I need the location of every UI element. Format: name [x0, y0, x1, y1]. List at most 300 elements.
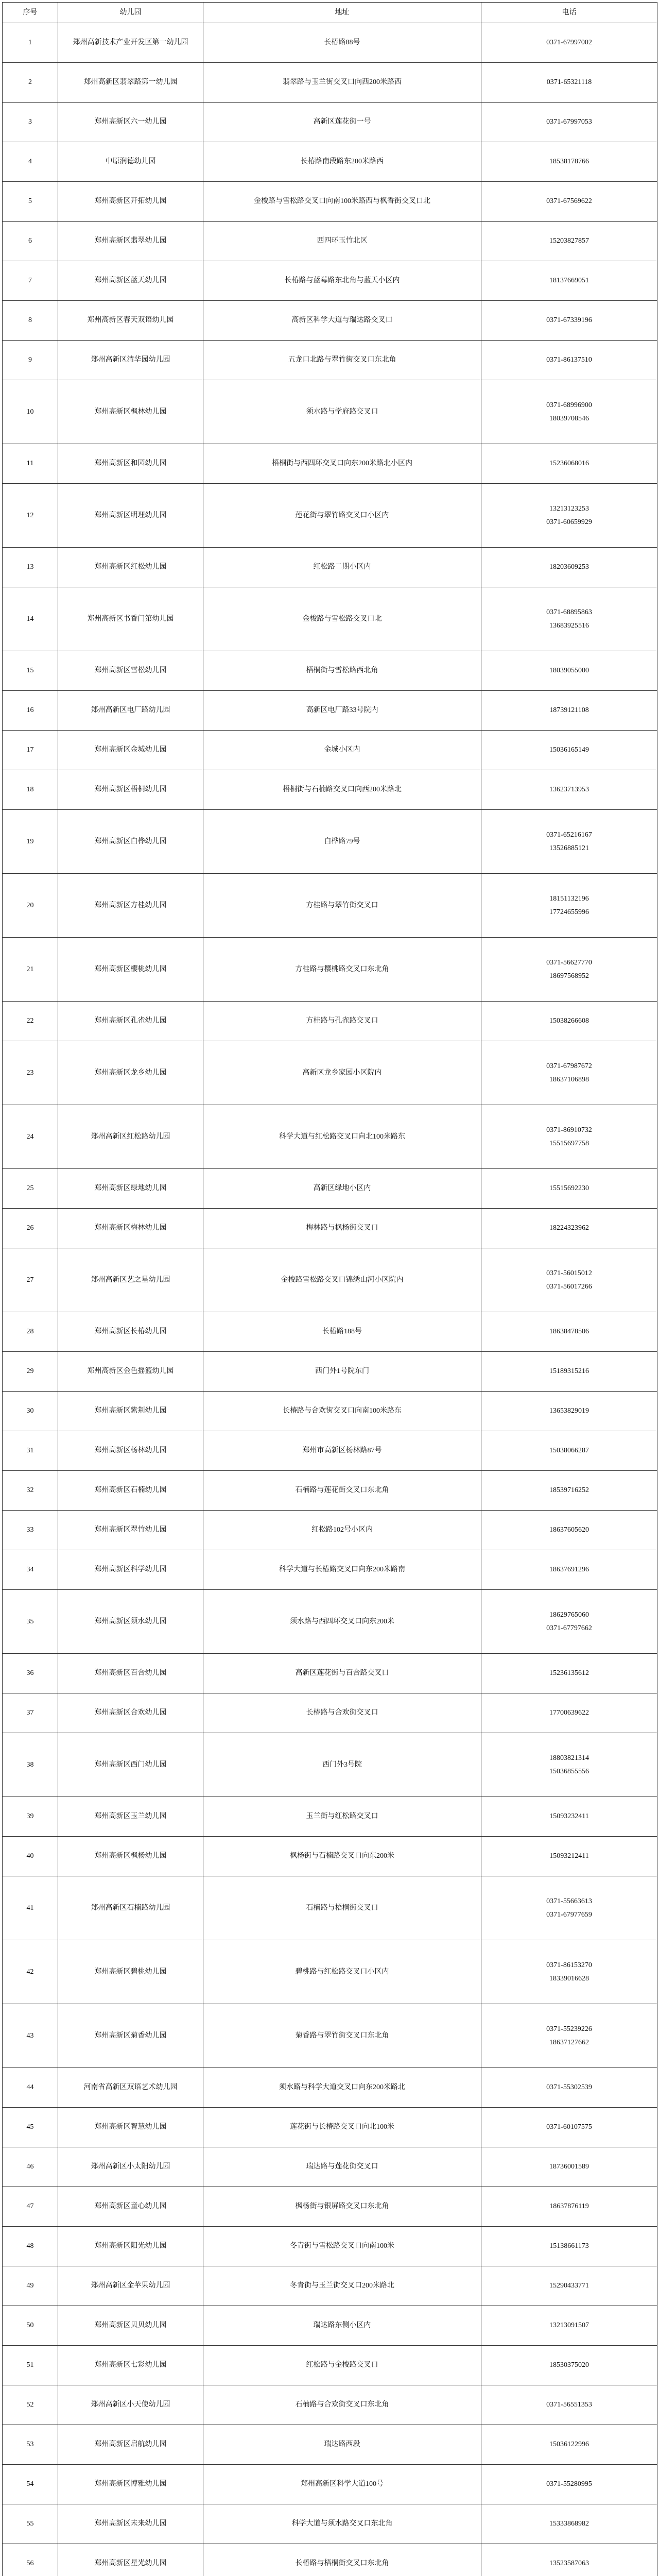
cell-kindergarten-name: 郑州高新区智慧幼儿园 [58, 2108, 203, 2147]
cell-address: 长椿路与合欢街交叉口 [203, 1693, 481, 1733]
cell-address: 梧桐街与西四环交叉口向东200米路北小区内 [203, 444, 481, 484]
cell-phone [481, 1431, 657, 1471]
cell-no: 1 [3, 23, 58, 63]
phone-number: 18638478506 [549, 1328, 589, 1335]
cell-address: 科学大道与长椿路交叉口向东200米路南 [203, 1550, 481, 1590]
cell-kindergarten-name: 郑州高新区合欢幼儿园 [58, 1693, 203, 1733]
phone-number: 0371-67569622 [546, 197, 592, 205]
phone-number: 18039708546 [549, 414, 589, 422]
cell-phone [481, 1876, 657, 1940]
cell-phone [481, 484, 657, 548]
cell-kindergarten-name: 郑州高新区红松幼儿园 [58, 548, 203, 587]
phone-number: 0371-67997053 [546, 118, 592, 126]
table-row [3, 938, 657, 1002]
table-row [3, 1797, 657, 1837]
cell-phone [481, 1797, 657, 1837]
cell-kindergarten-name: 郑州高新区开拓幼儿园 [58, 182, 203, 222]
phone-number: 15203827857 [549, 237, 589, 245]
table-row [3, 2187, 657, 2227]
cell-kindergarten-name: 郑州高新区须水幼儿园 [58, 1590, 203, 1654]
phone-number: 13526885121 [549, 844, 589, 852]
cell-phone [481, 2068, 657, 2108]
table-row [3, 1654, 657, 1693]
phone-number: 18637605620 [549, 1526, 589, 1534]
cell-address: 瑞达路西段 [203, 2425, 481, 2465]
cell-phone [481, 103, 657, 142]
cell-no: 23 [3, 1041, 58, 1105]
table-row [3, 1105, 657, 1169]
header-cell-address: 地址 [203, 3, 481, 23]
cell-kindergarten-name: 郑州高新区菊香幼儿园 [58, 2004, 203, 2068]
phone-number: 0371-67339196 [546, 316, 592, 324]
table-row [3, 2346, 657, 2385]
table-row [3, 548, 657, 587]
phone-number: 0371-55663613 [546, 1897, 592, 1905]
phone-number: 0371-55280995 [546, 2480, 592, 2488]
cell-kindergarten-name: 中原润德幼儿园 [58, 142, 203, 182]
cell-no: 15 [3, 651, 58, 691]
cell-phone [481, 1693, 657, 1733]
cell-no: 27 [3, 1248, 58, 1312]
table-header [3, 3, 657, 23]
cell-kindergarten-name: 郑州高新区翡翠路第一幼儿园 [58, 63, 203, 103]
cell-phone [481, 1733, 657, 1797]
table-row [3, 142, 657, 182]
table-row [3, 1041, 657, 1105]
phone-number: 18736001589 [549, 2163, 589, 2171]
cell-kindergarten-name: 郑州高新区星光幼儿园 [58, 2544, 203, 2576]
cell-no: 4 [3, 142, 58, 182]
table-row [3, 380, 657, 444]
phone-number: 15236068016 [549, 460, 589, 467]
cell-kindergarten-name: 郑州高新区龙乡幼儿园 [58, 1041, 203, 1105]
table-row [3, 2504, 657, 2544]
cell-no: 2 [3, 63, 58, 103]
cell-phone [481, 63, 657, 103]
cell-address: 红松路与金梭路交叉口 [203, 2346, 481, 2385]
cell-phone [481, 142, 657, 182]
cell-no: 20 [3, 874, 58, 938]
cell-kindergarten-name: 河南省高新区双语艺术幼儿园 [58, 2068, 203, 2108]
cell-kindergarten-name: 郑州高新区孔雀幼儿园 [58, 1002, 203, 1041]
table-row [3, 2227, 657, 2266]
phone-number: 15515692230 [549, 1184, 589, 1192]
cell-no: 10 [3, 380, 58, 444]
cell-phone [481, 2425, 657, 2465]
cell-kindergarten-name: 郑州高新区金城幼儿园 [58, 731, 203, 770]
cell-address: 石楠路与莲花街交叉口东北角 [203, 1471, 481, 1511]
cell-no: 53 [3, 2425, 58, 2465]
phone-number: 15189315216 [549, 1367, 589, 1375]
phone-number: 15038066287 [549, 1447, 589, 1454]
table-row [3, 1471, 657, 1511]
cell-phone [481, 2187, 657, 2227]
cell-address: 须水路与学府路交叉口 [203, 380, 481, 444]
table-row [3, 2004, 657, 2068]
table-row [3, 2544, 657, 2576]
table-row [3, 874, 657, 938]
table-row [3, 1352, 657, 1392]
cell-phone [481, 938, 657, 1002]
phone-number: 18224323962 [549, 1224, 589, 1232]
phone-number: 18530375020 [549, 2361, 589, 2369]
phone-number: 17700639622 [549, 1709, 589, 1717]
cell-kindergarten-name: 郑州高新区阳光幼儿园 [58, 2227, 203, 2266]
phone-number: 15036855556 [549, 1767, 589, 1775]
phone-number: 15036165149 [549, 746, 589, 754]
cell-phone [481, 2385, 657, 2425]
table-row [3, 1312, 657, 1352]
cell-address: 红松路二期小区内 [203, 548, 481, 587]
cell-address: 长椿路与合欢街交叉口向南100米路东 [203, 1392, 481, 1431]
cell-phone [481, 1550, 657, 1590]
kindergarten-table [2, 2, 657, 2576]
cell-kindergarten-name: 郑州高新区杨林幼儿园 [58, 1431, 203, 1471]
cell-address: 长椿路与梧桐街交叉口东北角 [203, 2544, 481, 2576]
cell-kindergarten-name: 郑州高新区翡翠幼儿园 [58, 222, 203, 261]
phone-number: 13213123253 [549, 504, 589, 513]
cell-kindergarten-name: 郑州高新区电厂路幼儿园 [58, 691, 203, 731]
cell-phone [481, 2108, 657, 2147]
cell-kindergarten-name: 郑州高新区百合幼儿园 [58, 1654, 203, 1693]
cell-no: 50 [3, 2306, 58, 2346]
cell-no: 7 [3, 261, 58, 301]
cell-address: 须水路与科学大道交叉口向东200米路北 [203, 2068, 481, 2108]
cell-kindergarten-name: 郑州高新区紫荆幼儿园 [58, 1392, 203, 1431]
cell-kindergarten-name: 郑州高新区西门幼儿园 [58, 1733, 203, 1797]
table-row [3, 341, 657, 380]
cell-no: 3 [3, 103, 58, 142]
table-row [3, 731, 657, 770]
phone-number: 18637127662 [549, 2038, 589, 2046]
cell-no: 34 [3, 1550, 58, 1590]
cell-no: 47 [3, 2187, 58, 2227]
cell-no: 14 [3, 587, 58, 651]
cell-no: 43 [3, 2004, 58, 2068]
table-row [3, 1511, 657, 1550]
cell-no: 39 [3, 1797, 58, 1837]
cell-address: 金梭路雪松路交叉口锦绣山河小区院内 [203, 1248, 481, 1312]
header-cell-phone: 电话 [481, 3, 657, 23]
cell-phone [481, 261, 657, 301]
phone-number: 15093232411 [549, 1812, 589, 1820]
phone-number: 17724655996 [549, 908, 589, 916]
phone-number: 15290433771 [549, 2282, 589, 2290]
table-row [3, 1169, 657, 1209]
table-row [3, 1431, 657, 1471]
cell-phone [481, 587, 657, 651]
table-row [3, 1392, 657, 1431]
cell-no: 5 [3, 182, 58, 222]
phone-number: 0371-56551353 [546, 2401, 592, 2409]
phone-number: 15236135612 [549, 1669, 589, 1677]
table-row [3, 1248, 657, 1312]
cell-address: 高新区绿地小区内 [203, 1169, 481, 1209]
cell-phone [481, 2504, 657, 2544]
table-container [2, 2, 657, 2576]
cell-kindergarten-name: 郑州高新区书香门第幼儿园 [58, 587, 203, 651]
cell-phone [481, 1940, 657, 2004]
cell-phone [481, 23, 657, 63]
table-row [3, 484, 657, 548]
table-row [3, 1209, 657, 1248]
phone-number: 0371-55239226 [546, 2025, 592, 2033]
cell-phone [481, 444, 657, 484]
phone-number: 0371-86137510 [546, 356, 592, 364]
cell-phone [481, 2147, 657, 2187]
cell-phone [481, 1837, 657, 1876]
cell-address: 冬青街与玉兰街交叉口200米路北 [203, 2266, 481, 2306]
phone-number: 0371-56627770 [546, 958, 592, 967]
phone-number: 13683925516 [549, 621, 589, 630]
cell-phone [481, 1471, 657, 1511]
phone-number: 0371-56015012 [546, 1269, 592, 1277]
cell-phone [481, 380, 657, 444]
phone-number: 15093212411 [549, 1852, 589, 1860]
cell-address: 长椿路88号 [203, 23, 481, 63]
cell-address: 梧桐街与雪松路西北角 [203, 651, 481, 691]
cell-address: 翡翠路与玉兰街交叉口向西200米路西 [203, 63, 481, 103]
table-row [3, 23, 657, 63]
cell-address: 西门外1号院东门 [203, 1352, 481, 1392]
cell-kindergarten-name: 郑州高新区方桂幼儿园 [58, 874, 203, 938]
cell-no: 46 [3, 2147, 58, 2187]
phone-number: 0371-68895863 [546, 608, 592, 616]
cell-kindergarten-name: 郑州高新区金苹果幼儿园 [58, 2266, 203, 2306]
cell-kindergarten-name: 郑州高新区白桦幼儿园 [58, 810, 203, 874]
cell-no: 38 [3, 1733, 58, 1797]
table-row [3, 2266, 657, 2306]
phone-number: 13653829019 [549, 1407, 589, 1415]
cell-phone [481, 1511, 657, 1550]
phone-number: 0371-60659929 [546, 518, 592, 526]
phone-number: 13623713953 [549, 786, 589, 793]
cell-no: 13 [3, 548, 58, 587]
cell-kindergarten-name: 郑州高新区启航幼儿园 [58, 2425, 203, 2465]
cell-no: 28 [3, 1312, 58, 1352]
cell-kindergarten-name: 郑州高新区金色摇篮幼儿园 [58, 1352, 203, 1392]
cell-kindergarten-name: 郑州高新区樱桃幼儿园 [58, 938, 203, 1002]
phone-number: 0371-67797662 [546, 1624, 592, 1632]
cell-address: 须水路与西四环交叉口向东200米 [203, 1590, 481, 1654]
cell-kindergarten-name: 郑州高新区春天双语幼儿园 [58, 301, 203, 341]
table-row [3, 2068, 657, 2108]
cell-phone [481, 874, 657, 938]
cell-address: 郑州高新区科学大道100号 [203, 2465, 481, 2504]
table-row [3, 1733, 657, 1797]
cell-address: 碧桃路与红松路交叉口小区内 [203, 1940, 481, 2004]
cell-kindergarten-name: 郑州高新区童心幼儿园 [58, 2187, 203, 2227]
cell-kindergarten-name: 郑州高新区枫林幼儿园 [58, 380, 203, 444]
cell-phone [481, 1312, 657, 1352]
cell-address: 枫杨街与银屏路交叉口东北角 [203, 2187, 481, 2227]
cell-no: 30 [3, 1392, 58, 1431]
cell-kindergarten-name: 郑州高新区石楠幼儿园 [58, 1471, 203, 1511]
phone-number: 0371-67987672 [546, 1062, 592, 1070]
table-row [3, 103, 657, 142]
table-row [3, 691, 657, 731]
table-body [3, 23, 657, 2576]
cell-kindergarten-name: 郑州高新区未来幼儿园 [58, 2504, 203, 2544]
cell-phone [481, 2227, 657, 2266]
cell-no: 11 [3, 444, 58, 484]
cell-no: 54 [3, 2465, 58, 2504]
table-row [3, 261, 657, 301]
phone-number: 18137669051 [549, 277, 589, 284]
cell-address: 高新区莲花街一号 [203, 103, 481, 142]
cell-address: 白桦路79号 [203, 810, 481, 874]
cell-address: 菊香路与翠竹街交叉口东北角 [203, 2004, 481, 2068]
cell-no: 45 [3, 2108, 58, 2147]
phone-number: 15515697758 [549, 1139, 589, 1147]
cell-address: 金梭路与雪松路交叉口向南100米路西与枫香街交叉口北 [203, 182, 481, 222]
phone-number: 18538178766 [549, 158, 589, 165]
cell-no: 9 [3, 341, 58, 380]
phone-number: 13213091507 [549, 2321, 589, 2329]
cell-kindergarten-name: 郑州高新区碧桃幼儿园 [58, 1940, 203, 2004]
cell-no: 16 [3, 691, 58, 731]
phone-number: 0371-60107575 [546, 2123, 592, 2131]
cell-phone [481, 1041, 657, 1105]
phone-number: 18803821314 [549, 1754, 589, 1762]
cell-phone [481, 1002, 657, 1041]
phone-number: 18151132196 [549, 894, 589, 903]
cell-no: 56 [3, 2544, 58, 2576]
cell-address: 长椿路与蓝莓路东北角与蓝天小区内 [203, 261, 481, 301]
table-row [3, 1837, 657, 1876]
cell-address: 高新区科学大道与瑞达路交叉口 [203, 301, 481, 341]
table-row [3, 63, 657, 103]
header-row [3, 3, 657, 23]
table-row [3, 444, 657, 484]
table-row [3, 1590, 657, 1654]
cell-kindergarten-name: 郑州高新区科学幼儿园 [58, 1550, 203, 1590]
cell-kindergarten-name: 郑州高新区明理幼儿园 [58, 484, 203, 548]
cell-phone [481, 2465, 657, 2504]
cell-no: 17 [3, 731, 58, 770]
cell-phone [481, 222, 657, 261]
cell-phone [481, 2346, 657, 2385]
phone-number: 15038266608 [549, 1017, 589, 1025]
phone-number: 13523587063 [549, 2560, 589, 2567]
cell-no: 36 [3, 1654, 58, 1693]
cell-address: 西门外3号院 [203, 1733, 481, 1797]
phone-number: 0371-86153270 [546, 1961, 592, 1969]
phone-number: 18039055000 [549, 667, 589, 674]
table-row [3, 2147, 657, 2187]
phone-number: 0371-68996900 [546, 401, 592, 409]
phone-number: 18539716252 [549, 1486, 589, 1494]
cell-address: 莲花街与长椿路交叉口向北100米 [203, 2108, 481, 2147]
cell-no: 44 [3, 2068, 58, 2108]
cell-no: 18 [3, 770, 58, 810]
cell-address: 长椿路南段路东200米路西 [203, 142, 481, 182]
cell-phone [481, 341, 657, 380]
phone-number: 0371-67977659 [546, 1910, 592, 1919]
table-row [3, 1876, 657, 1940]
phone-number: 0371-55302539 [546, 2083, 592, 2091]
cell-address: 金梭路与雪松路交叉口北 [203, 587, 481, 651]
cell-no: 24 [3, 1105, 58, 1169]
cell-phone [481, 1209, 657, 1248]
cell-kindergarten-name: 郑州高新区长椿幼儿园 [58, 1312, 203, 1352]
table-row [3, 1002, 657, 1041]
cell-no: 22 [3, 1002, 58, 1041]
cell-kindergarten-name: 郑州高新区艺之星幼儿园 [58, 1248, 203, 1312]
cell-address: 高新区电厂路33号院内 [203, 691, 481, 731]
cell-address: 高新区莲花街与百合路交叉口 [203, 1654, 481, 1693]
phone-number: 18637106898 [549, 1075, 589, 1083]
cell-no: 21 [3, 938, 58, 1002]
cell-no: 41 [3, 1876, 58, 1940]
cell-kindergarten-name: 郑州高新区枫杨幼儿园 [58, 1837, 203, 1876]
table-row [3, 182, 657, 222]
cell-kindergarten-name: 郑州高新区玉兰幼儿园 [58, 1797, 203, 1837]
cell-address: 西四环玉竹北区 [203, 222, 481, 261]
cell-kindergarten-name: 郑州高新区小天使幼儿园 [58, 2385, 203, 2425]
cell-no: 55 [3, 2504, 58, 2544]
table-row [3, 2306, 657, 2346]
cell-no: 33 [3, 1511, 58, 1550]
cell-phone [481, 1392, 657, 1431]
table-row [3, 1550, 657, 1590]
cell-phone [481, 1590, 657, 1654]
cell-no: 48 [3, 2227, 58, 2266]
cell-kindergarten-name: 郑州高新区贝贝幼儿园 [58, 2306, 203, 2346]
cell-address: 红松路102号小区内 [203, 1511, 481, 1550]
cell-phone [481, 301, 657, 341]
phone-number: 0371-56017266 [546, 1282, 592, 1291]
cell-address: 莲花街与翠竹路交叉口小区内 [203, 484, 481, 548]
cell-phone [481, 651, 657, 691]
cell-no: 37 [3, 1693, 58, 1733]
cell-kindergarten-name: 郑州高新区小太阳幼儿园 [58, 2147, 203, 2187]
phone-number: 18637876119 [549, 2202, 589, 2210]
cell-address: 梅林路与枫杨街交叉口 [203, 1209, 481, 1248]
cell-phone [481, 810, 657, 874]
table-row [3, 651, 657, 691]
cell-phone [481, 1169, 657, 1209]
table-row [3, 770, 657, 810]
phone-number: 18339016628 [549, 1974, 589, 1982]
table-row [3, 810, 657, 874]
cell-phone [481, 1352, 657, 1392]
phone-number: 0371-86910732 [546, 1126, 592, 1134]
cell-phone [481, 2004, 657, 2068]
cell-address: 科学大道与红松路交叉口向北100米路东 [203, 1105, 481, 1169]
table-row [3, 587, 657, 651]
cell-no: 6 [3, 222, 58, 261]
cell-kindergarten-name: 郑州高新区七彩幼儿园 [58, 2346, 203, 2385]
cell-kindergarten-name: 郑州高新区和园幼儿园 [58, 444, 203, 484]
phone-number: 0371-67997002 [546, 39, 592, 46]
cell-address: 金城小区内 [203, 731, 481, 770]
cell-kindergarten-name: 郑州高新区梅林幼儿园 [58, 1209, 203, 1248]
cell-kindergarten-name: 郑州高新技术产业开发区第一幼儿园 [58, 23, 203, 63]
cell-address: 瑞达路东侧小区内 [203, 2306, 481, 2346]
cell-kindergarten-name: 郑州高新区翠竹幼儿园 [58, 1511, 203, 1550]
cell-kindergarten-name: 郑州高新区蓝天幼儿园 [58, 261, 203, 301]
header-cell-name: 幼儿园 [58, 3, 203, 23]
phone-number: 18629765060 [549, 1611, 589, 1619]
table-row [3, 1940, 657, 2004]
cell-no: 32 [3, 1471, 58, 1511]
cell-phone [481, 731, 657, 770]
cell-address: 枫杨街与石楠路交叉口向东200米 [203, 1837, 481, 1876]
cell-no: 40 [3, 1837, 58, 1876]
phone-number: 15138661173 [549, 2242, 589, 2250]
phone-number: 18637691296 [549, 1566, 589, 1573]
